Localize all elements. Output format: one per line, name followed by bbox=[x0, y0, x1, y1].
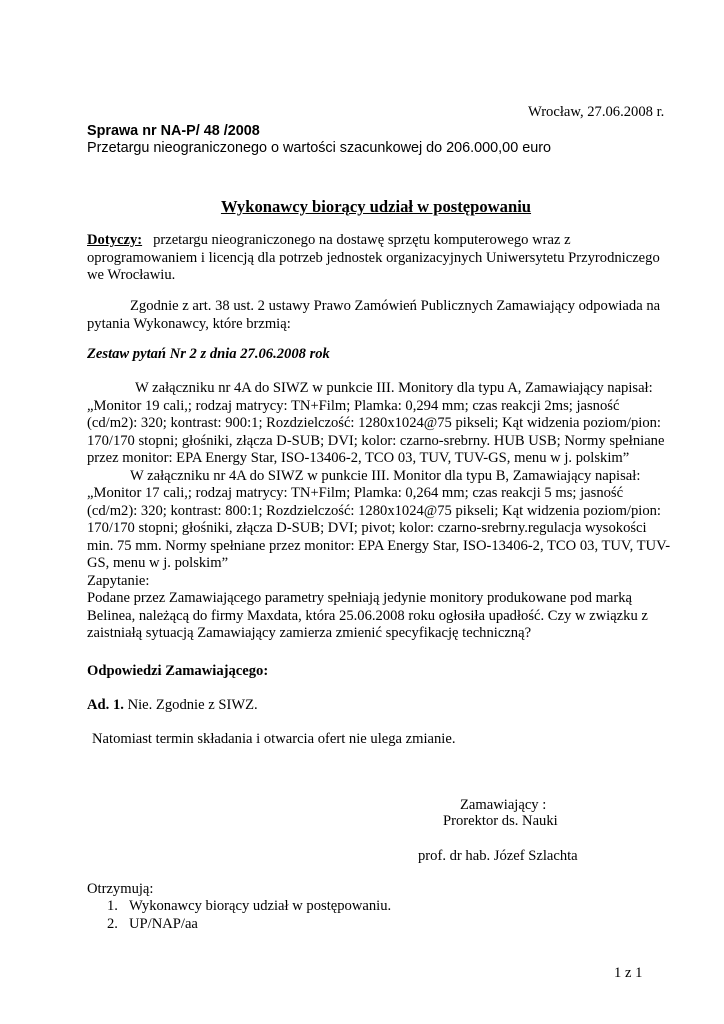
page-number: 1 z 1 bbox=[614, 965, 643, 981]
place-date: Wrocław, 27.06.2008 r. bbox=[528, 104, 665, 120]
zapytanie-label: Zapytanie: bbox=[87, 572, 150, 589]
monitor-b-intro: W załączniku nr 4A do SIWZ w punkcie III. Monitor dla typu B, Zamawiający napisał: bbox=[130, 467, 641, 484]
intro-text: Zgodnie z art. 38 ust. 2 ustawy Prawo Zamówień Publicznych Zamawiający odpowiada na pytania Wykonawcy, które brzmią: bbox=[87, 298, 661, 332]
list-item bbox=[107, 916, 391, 934]
list-item-number: 2. bbox=[107, 915, 118, 932]
question-block bbox=[87, 380, 672, 643]
answers-heading: Odpowiedzi Zamawiającego: bbox=[87, 663, 269, 679]
deadline-note: Natomiast termin składania i otwarcia ofert nie ulega zmianie. bbox=[92, 731, 456, 747]
list-item-number: 1. bbox=[107, 898, 118, 914]
signature-role: Zamawiający : bbox=[460, 797, 547, 813]
recipients-label: Otrzymują: bbox=[87, 881, 154, 897]
monitor-b-quote: „Monitor 17 cali,; rodzaj matrycy: TN+Film; Plamka: 0,264 mm; czas reakcji 5 ms; jasność (cd/m2): 320; kontrast: 800:1; Rozdzielczość: 1280x1024@75 pikseli; Kąt widzenia poziom/pion: 170/170 stopni; głośniki, złącza D-SUB; DVI; pivot; kolor: czarno-srebrny.regulacja wysokości min. 75 mm. Normy spełniane przez monitor: EPA Energy Star, ISO-13406-2, TCO 03, TUV, TUV-GS, menu w j. polskim” bbox=[87, 485, 671, 571]
tender-description: Przetargu nieograniczonego o wartości szacunkowej do 206.000,00 euro bbox=[87, 140, 551, 156]
subject-label: Dotyczy: bbox=[87, 232, 143, 248]
case-number: Sprawa nr NA-P/ 48 /2008 bbox=[87, 123, 260, 139]
monitor-a-quote: „Monitor 19 cali,; rodzaj matrycy: TN+Film; Plamka: 0,294 mm; czas reakcji 2ms; jasność (cd/m2): 320; kontrast: 900:1; Rozdzielczość: 1280x1024@75 pikseli; Kąt widzenia poziom/pion: 170/170 stopni; głośniki, złącza D-SUB; DVI; kolor: czarno-srebrny. HUB USB; Normy spełniane przez monitor: EPA Energy Star, ISO-13406-2, TCO 03, TUV, TUV-GS, menu w j. polskim” bbox=[87, 397, 665, 466]
answer-text: Nie. Zgodnie z SIWZ. bbox=[127, 697, 258, 713]
subject-text: przetargu nieograniczonego na dostawę sprzętu komputerowego wraz z oprogramowaniem i licencją dla potrzeb jednostek organizacyjnych Uniwersytetu Przyrodniczego we Wrocławiu. bbox=[87, 232, 660, 283]
recipients-list bbox=[107, 898, 391, 933]
document-title: Wykonawcy biorący udział w postępowaniu bbox=[220, 197, 532, 216]
monitor-b-block bbox=[87, 468, 672, 573]
question-set-heading: Zestaw pytań Nr 2 z dnia 27.06.2008 rok bbox=[87, 346, 330, 362]
zapytanie-text: Podane przez Zamawiającego parametry spełniają jedynie monitory produkowane pod marką Belinea, należącą do firmy Maxdata, która 25.06.2008 roku ogłosiła upadłość. Czy w związku z zaistniałą sytuacją Zamawiający zamierza zmienić specyfikację techniczną? bbox=[87, 590, 648, 641]
signature-position: Prorektor ds. Nauki bbox=[443, 813, 558, 829]
monitor-a-block bbox=[87, 380, 672, 468]
monitor-a-intro: W załączniku nr 4A do SIWZ w punkcie III. Monitory dla typu A, Zamawiający napisał: bbox=[135, 380, 653, 396]
list-item-text: Wykonawcy biorący udział w postępowaniu. bbox=[129, 898, 392, 914]
list-item-text: UP/NAP/aa bbox=[129, 915, 198, 932]
subject-paragraph bbox=[87, 232, 667, 285]
answer-label: Ad. 1. bbox=[87, 697, 124, 713]
list-item bbox=[107, 898, 391, 916]
signature-name: prof. dr hab. Józef Szlachta bbox=[418, 848, 578, 864]
answer-line bbox=[87, 697, 258, 715]
intro-paragraph bbox=[87, 298, 677, 333]
